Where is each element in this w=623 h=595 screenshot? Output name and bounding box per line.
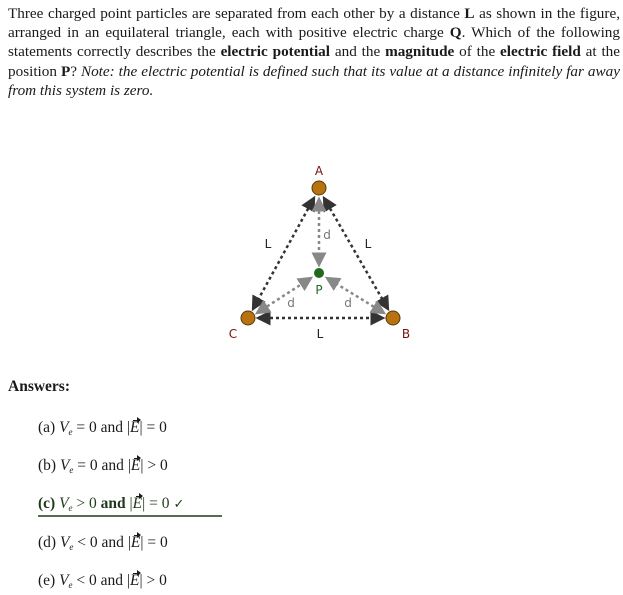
label-d-left: d	[287, 296, 295, 310]
answer-option-a[interactable]: (a) $V_e = 0$ and |E| = 0	[38, 419, 167, 437]
charge-B	[386, 311, 400, 325]
answer-option-d[interactable]: (d) $V_e < 0$ and |E| = 0	[38, 534, 168, 552]
answer-option-b[interactable]: (b) $V_e = 0$ and |E| > 0	[38, 457, 168, 475]
answers-heading: Answers:	[8, 378, 70, 395]
label-P: P	[315, 283, 323, 297]
question-text: Three charged point particles are separated from each other by a distance L as shown in the figure, arranged in an equilateral triangle, each with positive electric charge Q. Which of the following statements correctly describes the electric potential and the magnitude of the electric field at the position P? Note: the electric potential is defined such that its value at a distance infinitely far away from this system is zero.	[8, 5, 621, 99]
question-note: Note: the electric potential is defined such that its value at a distance infinitely far away from this system is zero.	[8, 62, 620, 99]
dist-BP	[327, 278, 384, 313]
correct-answer-underline	[38, 515, 222, 517]
side-AB	[324, 198, 388, 309]
dist-CP	[257, 278, 311, 313]
point-P	[314, 268, 324, 278]
label-L-left: L	[264, 237, 272, 251]
side-AC	[253, 198, 314, 309]
label-L-right: L	[364, 237, 372, 251]
check-icon: ✓	[173, 497, 185, 512]
answer-option-e[interactable]: (e) $V_e < 0$ and |E| > 0	[38, 572, 167, 590]
label-A: A	[314, 164, 324, 178]
label-d-right: d	[344, 296, 352, 310]
charge-A	[312, 181, 326, 195]
label-B: B	[401, 327, 411, 341]
label-C: C	[228, 327, 238, 341]
label-L-bottom: L	[316, 327, 324, 341]
answer-option-c[interactable]: (c) $V_e > 0$ and |E| = 0 ✓	[38, 495, 185, 513]
charge-C	[241, 311, 255, 325]
label-d-top: d	[323, 228, 331, 242]
